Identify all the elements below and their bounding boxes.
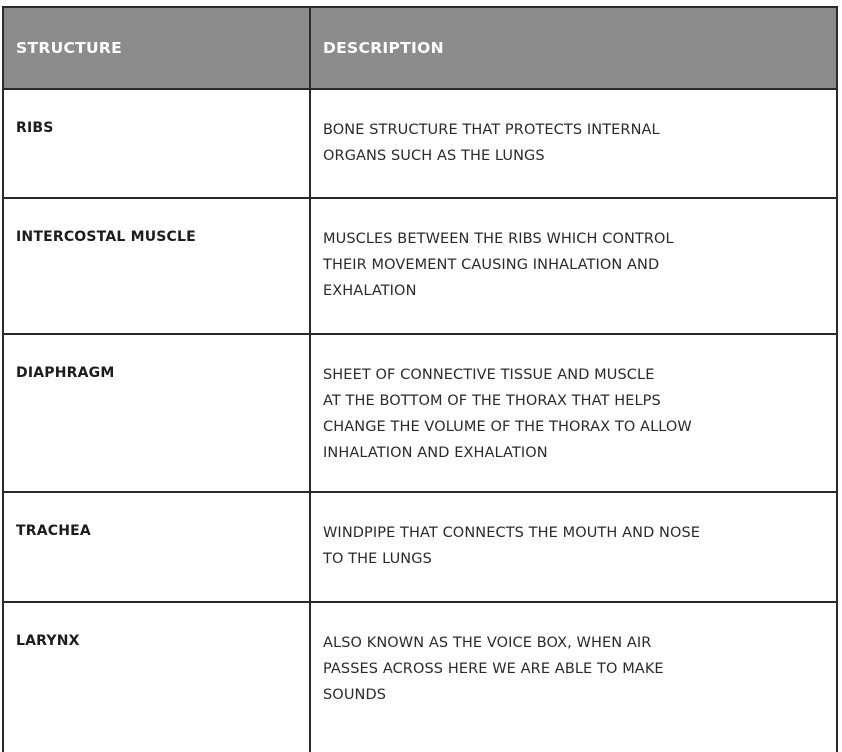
description-line: SHEET OF CONNECTIVE TISSUE AND MUSCLE: [323, 367, 655, 383]
structure-cell: DIAPHRAGM: [3, 334, 310, 492]
description-line: BONE STRUCTURE THAT PROTECTS INTERNAL: [323, 122, 660, 138]
description-cell: [310, 602, 837, 752]
header-structure: STRUCTURE: [3, 7, 310, 89]
structure-cell: RIBS: [3, 89, 310, 198]
description-line: THEIR MOVEMENT CAUSING INHALATION AND: [323, 257, 660, 273]
description-line: PASSES ACROSS HERE WE ARE ABLE TO MAKE: [323, 661, 664, 677]
description-line: ALSO KNOWN AS THE VOICE BOX, WHEN AIR: [323, 635, 652, 651]
table-header-row: [3, 7, 837, 89]
structure-cell: LARYNX: [3, 602, 310, 752]
table-row: [3, 89, 837, 198]
table-row: [3, 492, 837, 602]
description-line: MUSCLES BETWEEN THE RIBS WHICH CONTROL: [323, 231, 674, 247]
description-line: TO THE LUNGS: [323, 551, 432, 567]
description-line: ORGANS SUCH AS THE LUNGS: [323, 148, 545, 164]
description-line: CHANGE THE VOLUME OF THE THORAX TO ALLOW: [323, 419, 692, 435]
structure-cell: TRACHEA: [3, 492, 310, 602]
header-description: DESCRIPTION: [310, 7, 837, 89]
structure-table-container: [2, 6, 836, 731]
description-line: INHALATION AND EXHALATION: [323, 445, 548, 461]
description-cell: [310, 89, 837, 198]
description-line: SOUNDS: [323, 687, 387, 703]
description-cell: [310, 492, 837, 602]
description-line: AT THE BOTTOM OF THE THORAX THAT HELPS: [323, 393, 661, 409]
structure-description-table: [2, 6, 838, 752]
description-cell: [310, 334, 837, 492]
description-line: WINDPIPE THAT CONNECTS THE MOUTH AND NOSE: [323, 525, 701, 541]
table-row: [3, 334, 837, 492]
description-cell: [310, 198, 837, 334]
table-row: [3, 602, 837, 752]
structure-cell: INTERCOSTAL MUSCLE: [3, 198, 310, 334]
description-line: EXHALATION: [323, 283, 417, 299]
table-row: [3, 198, 837, 334]
